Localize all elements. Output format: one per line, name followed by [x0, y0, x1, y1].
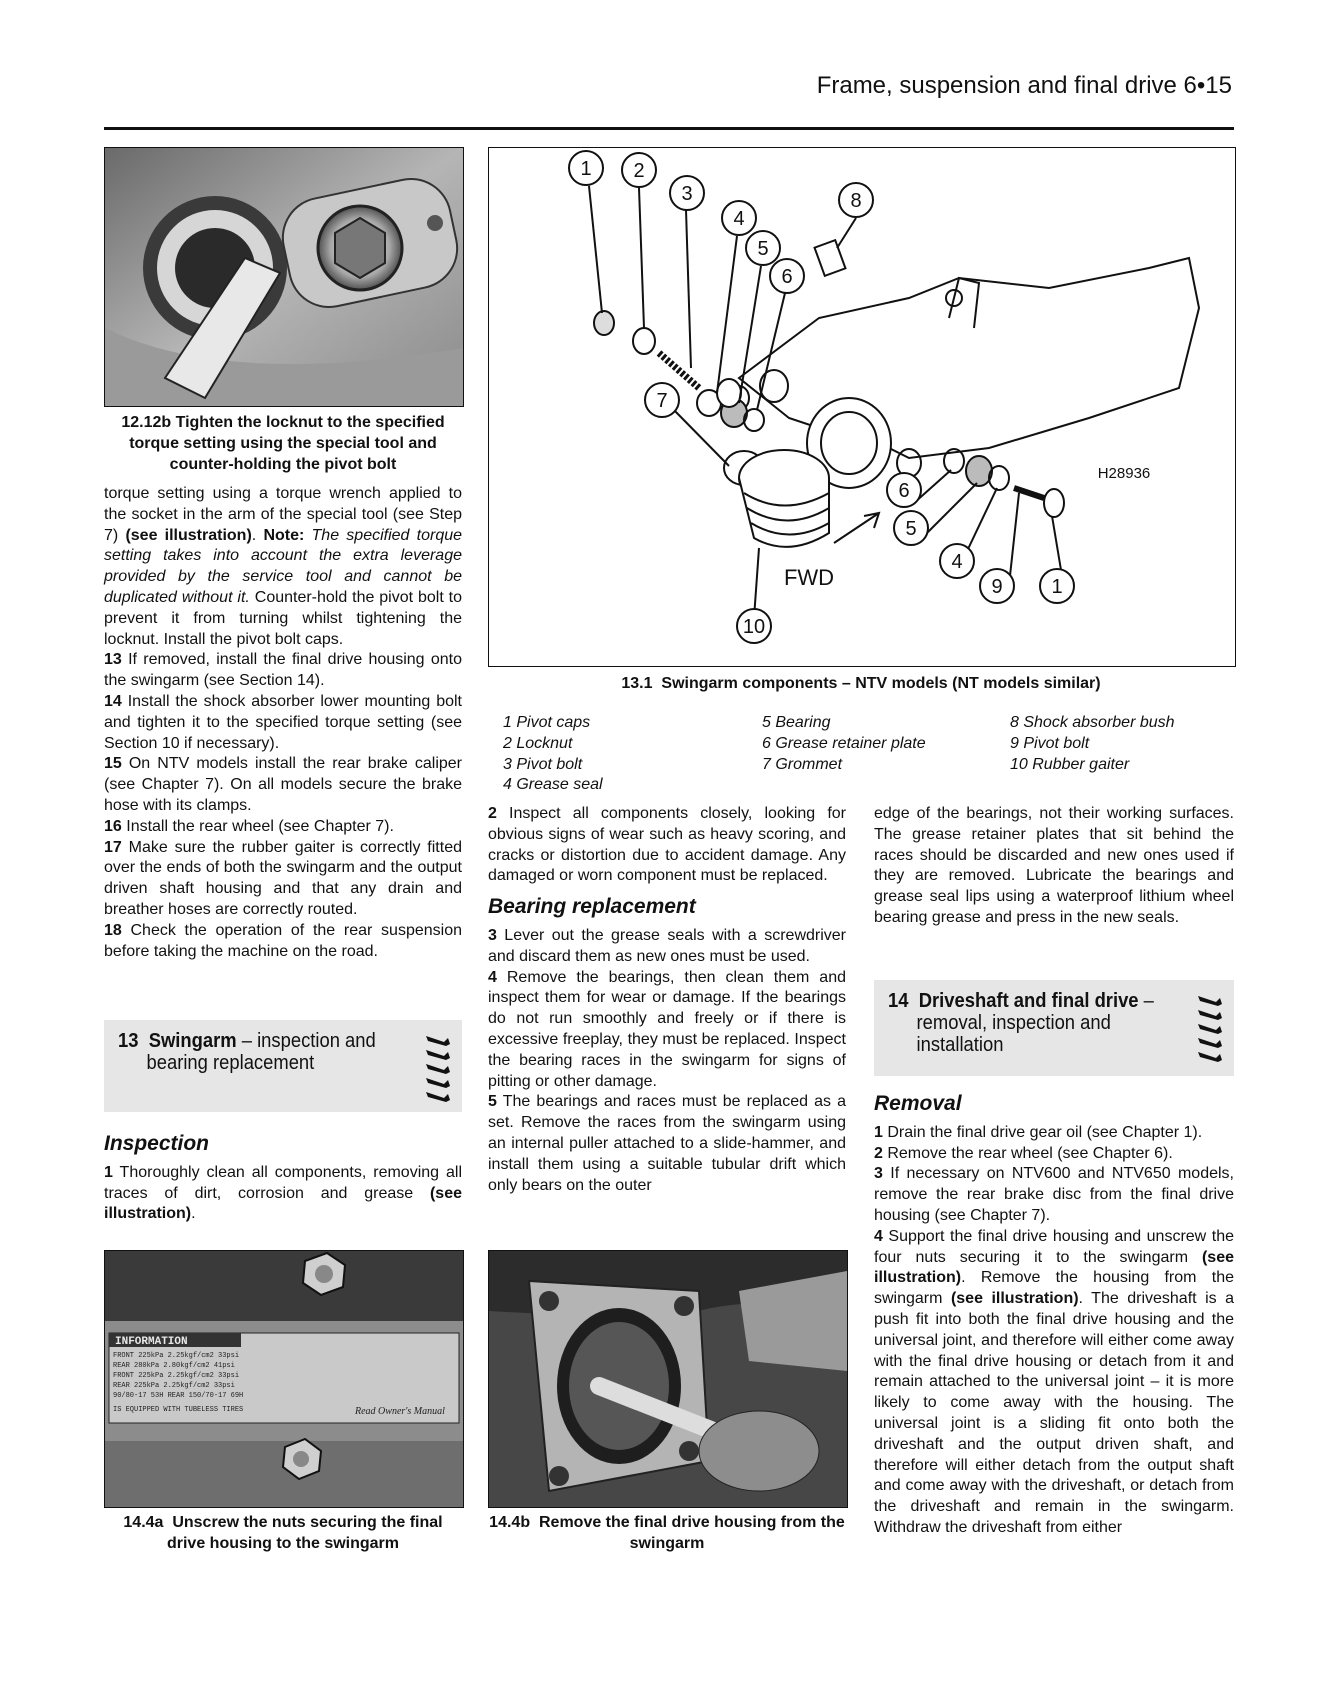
callout-1b: 1 — [1051, 576, 1063, 598]
legend-item: 8 Shock absorber bush — [1010, 714, 1175, 731]
legend-item: 9 Pivot bolt — [1010, 734, 1090, 752]
callout-5: 5 — [757, 238, 769, 260]
caption-1212b: 12.12b Tighten the locknut to the specified torque setting using the special tool and counter-holding the pivot bolt — [121, 414, 445, 473]
callout-4b: 4 — [951, 551, 963, 573]
inspection-block — [104, 1124, 462, 1225]
caption-131: 13.1 Swingarm components – NTV models (NT models similar) — [621, 675, 1101, 692]
right-column-bottom — [874, 1084, 1234, 1539]
removal-step-1: 1 Drain the final drive gear oil (see Chapter 1). — [874, 1123, 1203, 1141]
legend-item: 10 Rubber gaiter — [1010, 755, 1130, 773]
section-14-title: 14 Driveshaft and final drive – removal, inspection and installation — [888, 990, 1154, 1056]
swingarm-exploded-diagram — [489, 148, 1235, 666]
step-13: 13 If removed, install the final drive housing onto the swingarm (see Section 14). — [104, 651, 462, 690]
legend-col-3 — [1010, 713, 1175, 775]
callout-6: 6 — [781, 266, 793, 288]
photo-1212b — [104, 147, 464, 407]
callout-2: 2 — [633, 160, 645, 182]
locknut-tool-photo — [105, 148, 463, 406]
plate-note: Read Owner's Manual — [355, 1406, 445, 1417]
legend-col-1 — [503, 713, 603, 796]
plate-line: FRONT 225kPa 2.25kgf/cm2 33psi — [113, 1372, 240, 1380]
bearing-step-4: 4 Remove the bearings, then clean them and inspect them for wear or damage. If the bearings do not run smoothly and freely or if there is excessive freeplay, they must be replaced. Inspect the bearing races in the swingarm for signs of pitting or other damage. — [488, 968, 846, 1090]
step-17: 17 Make sure the rubber gaiter is correctly fitted over the ends of both the swingarm and the output driven shaft housing and that any drain and breather hoses are correctly routed. — [104, 838, 462, 918]
callout-9: 9 — [991, 576, 1003, 598]
inspection-step-2: 2 Inspect all components closely, looking for obvious signs of wear such as heavy scoring, and cracks or distortion due to accident damage. Any damaged or worn component must be replaced. — [488, 805, 846, 885]
callout-1: 1 — [580, 158, 592, 180]
bearing-step-5-cont: edge of the bearings, not their working surfaces. The grease retainer plates that sit behind the races should be discarded and new ones used if they are removed. Lubricate the bearings and grease seal lips using a waterproof lithium wheel bearing grease and press in the new seals. — [874, 805, 1234, 926]
drawing-code: H28936 — [1097, 465, 1151, 482]
legend-item: 5 Bearing — [762, 714, 831, 731]
caption-144b: 14.4b Remove the final drive housing from the swingarm — [489, 1514, 845, 1552]
plate-line: IS EQUIPPED WITH TUBELESS TIRES — [113, 1406, 244, 1414]
plate-line: FRONT 225kPa 2.25kgf/cm2 33psi — [113, 1352, 240, 1360]
callout-7: 7 — [656, 390, 668, 412]
caption-144a: 14.4a Unscrew the nuts securing the final drive housing to the swingarm — [123, 1514, 443, 1552]
section-13-heading-box — [104, 1020, 462, 1112]
difficulty-spanner-icon — [1194, 992, 1224, 1064]
legend-item: 3 Pivot bolt — [503, 755, 583, 773]
inspection-heading: Inspection — [104, 1132, 210, 1155]
final-drive-housing-photo — [489, 1251, 847, 1507]
removal-step-4: 4 Support the final drive housing and unscrew the four nuts securing it to the swingarm (see illustration). Remove the housing from the swingarm (see illustration). The driveshaft is a push fit into both the final drive housing and the universal joint, and therefore will either come away with the final drive housing or detach from it and remain attached to the universal joint – it is more likely to come away with the housing. The universal joint is a sliding fit onto both the driveshaft and the output driven shaft, and therefore will either detach from the output shaft and come away with the driveshaft, or detach from the driveshaft and remain in the swingarm. Withdraw the driveshaft from either — [874, 1227, 1234, 1536]
plate-heading: INFORMATION — [115, 1336, 188, 1348]
removal-step-2: 2 Remove the rear wheel (see Chapter 6). — [874, 1144, 1173, 1162]
bearing-heading: Bearing replacement — [488, 895, 696, 919]
fwd-label: FWD — [783, 565, 835, 590]
middle-column — [488, 804, 846, 1196]
step-14: 14 Install the shock absorber lower mounting bolt and tighten it to the specified torque setting (see Section 10 if necessary). — [104, 692, 462, 752]
plate-line: REAR 280kPa 2.80kgf/cm2 41psi — [113, 1362, 235, 1370]
legend-item: 1 Pivot caps — [503, 714, 591, 731]
callout-6b: 6 — [898, 480, 910, 502]
step-16: 16 Install the rear wheel (see Chapter 7). — [104, 817, 394, 835]
removal-step-3: 3 If necessary on NTV600 and NTV650 models, remove the rear brake disc from the final drive housing (see Chapter 7). — [874, 1165, 1234, 1224]
legend-item: 4 Grease seal — [503, 776, 603, 794]
running-header: Frame, suspension and final drive 6•15 — [816, 72, 1232, 99]
difficulty-spanner-icon — [422, 1032, 452, 1102]
header-rule — [104, 127, 1234, 130]
plate-line: REAR 225kPa 2.25kgf/cm2 33psi — [113, 1382, 235, 1390]
section-14-heading-box — [874, 980, 1234, 1076]
removal-heading: Removal — [874, 1092, 962, 1115]
bearing-step-5: 5 The bearings and races must be replaced as a set. Remove the races from the swingarm using an internal puller attached to a slide-hammer, and install them using a suitable tubular drift which only bears on the outer — [488, 1093, 846, 1194]
callout-4: 4 — [733, 208, 745, 230]
photo-144b — [488, 1250, 848, 1508]
step-15: 15 On NTV models install the rear brake caliper (see Chapter 7). On all models secure the brake hose with its clamps. — [104, 755, 462, 814]
callout-8: 8 — [850, 190, 862, 212]
right-column-top — [874, 804, 1234, 929]
left-column — [104, 484, 462, 962]
callout-10: 10 — [742, 616, 766, 638]
callout-3: 3 — [681, 183, 693, 205]
step-18: 18 Check the operation of the rear suspension before taking the machine on the road. — [104, 921, 462, 960]
inspection-step-1: 1 Thoroughly clean all components, removing all traces of dirt, corrosion and grease (see illustration). — [104, 1163, 462, 1223]
photo-144a — [104, 1250, 464, 1508]
final-drive-nuts-photo — [105, 1251, 463, 1507]
legend-item: 7 Grommet — [762, 755, 843, 773]
diagram-131 — [488, 147, 1236, 667]
bearing-step-3: 3 Lever out the grease seals with a screwdriver and discard them as new ones must be used. — [488, 926, 846, 965]
section-13-title: 13 Swingarm – inspection and bearing replacement — [118, 1030, 376, 1074]
legend-item: 6 Grease retainer plate — [762, 734, 926, 752]
legend-col-2 — [762, 713, 926, 775]
para-torque: torque setting using a torque wrench applied to the socket in the arm of the special tool (see Step 7) (see illustration). Note: The specified torque setting takes into account the extra leverage provided by the service tool and cannot be duplicated without it. Counter-hold the pivot bolt to prevent it from turning whilst tightening the locknut. Install the pivot bolt caps. — [104, 485, 463, 648]
plate-line: 90/80-17 53H REAR 150/70-17 69H — [113, 1392, 244, 1400]
legend-item: 2 Locknut — [503, 734, 573, 752]
callout-5b: 5 — [905, 518, 917, 540]
